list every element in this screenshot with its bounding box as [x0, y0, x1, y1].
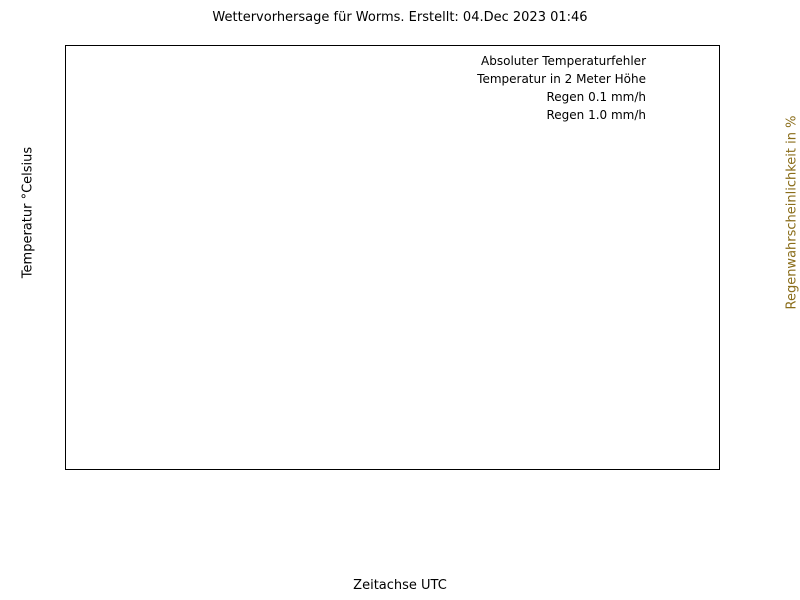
legend-swatch-temperature — [654, 73, 700, 85]
legend-item-rain-10 — [390, 106, 700, 124]
legend-item-temperature — [390, 70, 700, 88]
chart-title: Wettervorhersage für Worms. Erstellt: 04.Dec 2023 01:46 — [212, 10, 588, 25]
x-axis-label: Zeitachse UTC — [353, 578, 447, 593]
legend-swatch-band — [654, 55, 700, 67]
legend-item-band — [390, 52, 700, 70]
y-axis-left-label: Temperatur °Celsius — [20, 146, 36, 279]
legend-label-rain-10: Regen 1.0 mm/h — [546, 108, 646, 122]
legend-item-rain-01 — [390, 88, 700, 106]
chart-legend — [390, 52, 700, 124]
legend-label-rain-01: Regen 0.1 mm/h — [546, 90, 646, 104]
legend-swatch-rain-10 — [654, 109, 700, 121]
legend-swatch-rain-01 — [654, 91, 700, 103]
legend-label-temperature: Temperatur in 2 Meter Höhe — [477, 72, 646, 86]
y-axis-right-label: Regenwahrscheinlichkeit in % — [784, 115, 800, 310]
legend-label-band: Absoluter Temperaturfehler — [481, 54, 646, 68]
